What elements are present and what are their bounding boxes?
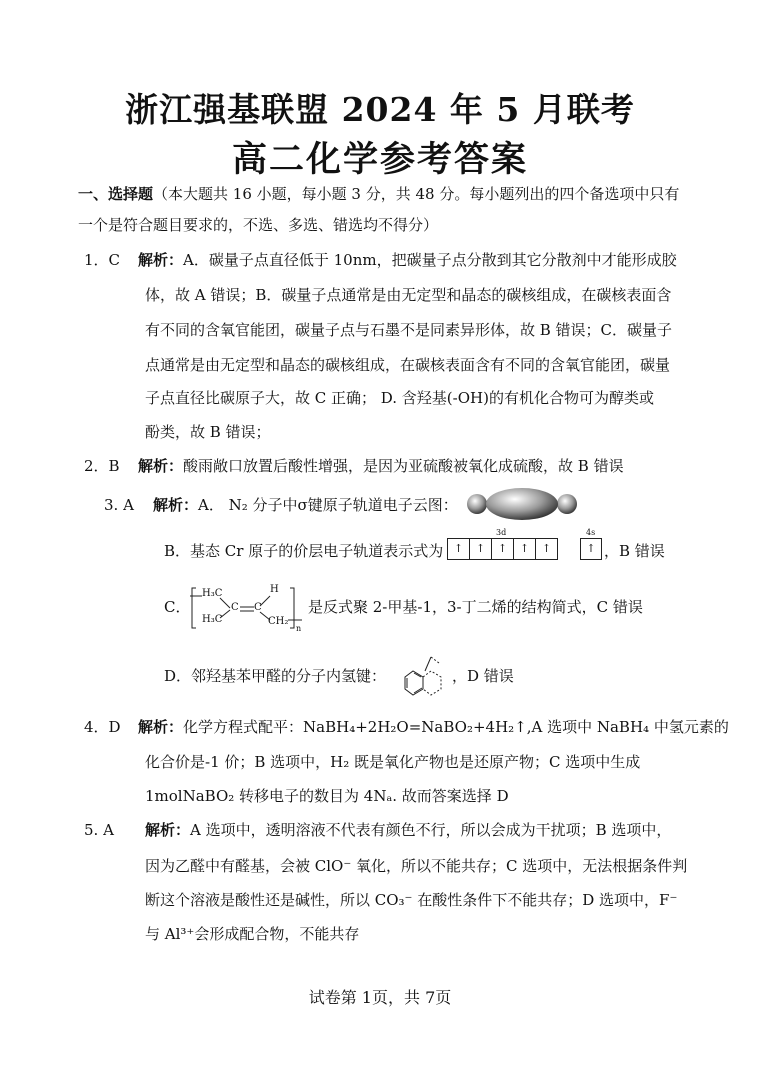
q5-line3: 断这个溶液是酸性还是碱性，所以 CO₃⁻ 在酸性条件下不能共存；D 选项中，F⁻ (145, 891, 678, 909)
q1-line5: 子点直径比碳原子大，故 C 正确； D. 含羟基(-OH)的有机化合物可为醇类或 (145, 389, 654, 407)
q1-number: 1．C (84, 251, 121, 269)
orbital-box: ↑ (447, 538, 469, 560)
q1-line4: 点通常是由无定型和晶态的碳核组成，在碳核表面含有不同的含氧官能团，碳量 (145, 356, 671, 374)
q1-line2: 体，故 A 错误；B．碳量子点通常是由无定型和晶态的碳核组成，在碳核表面含 (145, 286, 672, 304)
hydrogen-label: H (270, 584, 279, 595)
q3-option-a: 解析：A． N₂ 分子中σ键原子轨道电子云图： (153, 496, 458, 514)
orbital-box: ↑ (491, 538, 513, 560)
orbital-box: ↑ (469, 538, 491, 560)
q1-line1: 解析：A．碳量子点直径低于 10nm，把碳量子点分散到其它分散剂中才能形成胶 (138, 251, 677, 269)
page-title: 浙江强基联盟 2024 年 5 月联考 (125, 90, 635, 129)
salicylaldehyde-hbond-structure (395, 649, 447, 701)
orbital-4s-box: ↑ (580, 538, 602, 560)
q3-option-d: D．邻羟基苯甲醛的分子内氢键： (164, 667, 387, 685)
orbital-3d-label: 3d (496, 528, 507, 537)
ch2-label: CH₂ (268, 616, 289, 627)
polymer-structure (190, 584, 308, 632)
q3-option-c-label: C． (164, 598, 191, 616)
q5-line1: 解析：A 选项中，透明溶液不代表有颜色不行，所以会成为干扰项；B 选项中， (145, 821, 672, 839)
q4-line2: 化合价是-1 价；B 选项中，H₂ 既是氧化产物也是还原产物；C 选项中生成 (145, 753, 641, 771)
section-desc-line2: 一个是符合题目要求的，不选、多选、错选均不得分） (78, 216, 439, 234)
q3-option-c: 是反式聚 2-甲基-1，3-丁二烯的结构简式，C 错误 (308, 598, 643, 616)
q4-number: 4．D (84, 718, 121, 736)
q4-line3: 1molNaBO₂ 转移电子的数目为 4Nₐ. 故而答案选择 D (145, 787, 509, 805)
q3-option-d-result: ，D 错误 (452, 667, 514, 685)
orbital-box: ↑ (535, 538, 558, 560)
carbon-label: C (254, 602, 262, 613)
q1-line6: 酚类，故 B 错误； (145, 423, 271, 441)
q3-option-b-result: ，B 错误 (604, 542, 665, 560)
section-heading: 一、选择题（本大题共 16 小题，每小题 3 分，共 48 分。每小题列出的四个备选项中只有 (78, 185, 680, 203)
subscript-n: n (296, 624, 302, 633)
q5-line4: 与 Al³⁺会形成配合物，不能共存 (145, 925, 360, 943)
h3c-top-label: H₃C (202, 588, 223, 599)
q1-line3: 有不同的含氧官能团，碳量子点与石墨不是同素异形体，故 B 错误；C．碳量子 (145, 321, 673, 339)
q3-number: 3. A (104, 496, 134, 514)
q4-line1: 解析：化学方程式配平：NaBH₄+2H₂O=NaBO₂+4H₂↑,A 选项中 NaBH₄ 中氢元素的 (138, 718, 729, 736)
q5-number: 5. A (84, 821, 114, 839)
q5-line2: 因为乙醛中有醛基，会被 ClO⁻ 氧化，所以不能共存；C 选项中，无法根据条件判 (145, 857, 688, 875)
q2-line1: 解析：酸雨敞口放置后酸性增强，是因为亚硫酸被氧化成硫酸，故 B 错误 (138, 457, 624, 475)
carbon-label: C (231, 602, 239, 613)
orbital-3d-boxes (447, 538, 558, 562)
q3-option-b: B．基态 Cr 原子的价层电子轨道表示式为 (164, 542, 444, 560)
page-footer: 试卷第 1页，共 7页 (308, 988, 452, 1007)
orbital-box: ↑ (513, 538, 535, 560)
orbital-4s-label: 4s (586, 528, 596, 537)
sigma-orbital-diagram (466, 487, 578, 521)
q2-number: 2．B (84, 457, 120, 475)
h3c-bottom-label: H₃C (202, 614, 223, 625)
page-subtitle: 高二化学参考答案 (231, 139, 528, 180)
